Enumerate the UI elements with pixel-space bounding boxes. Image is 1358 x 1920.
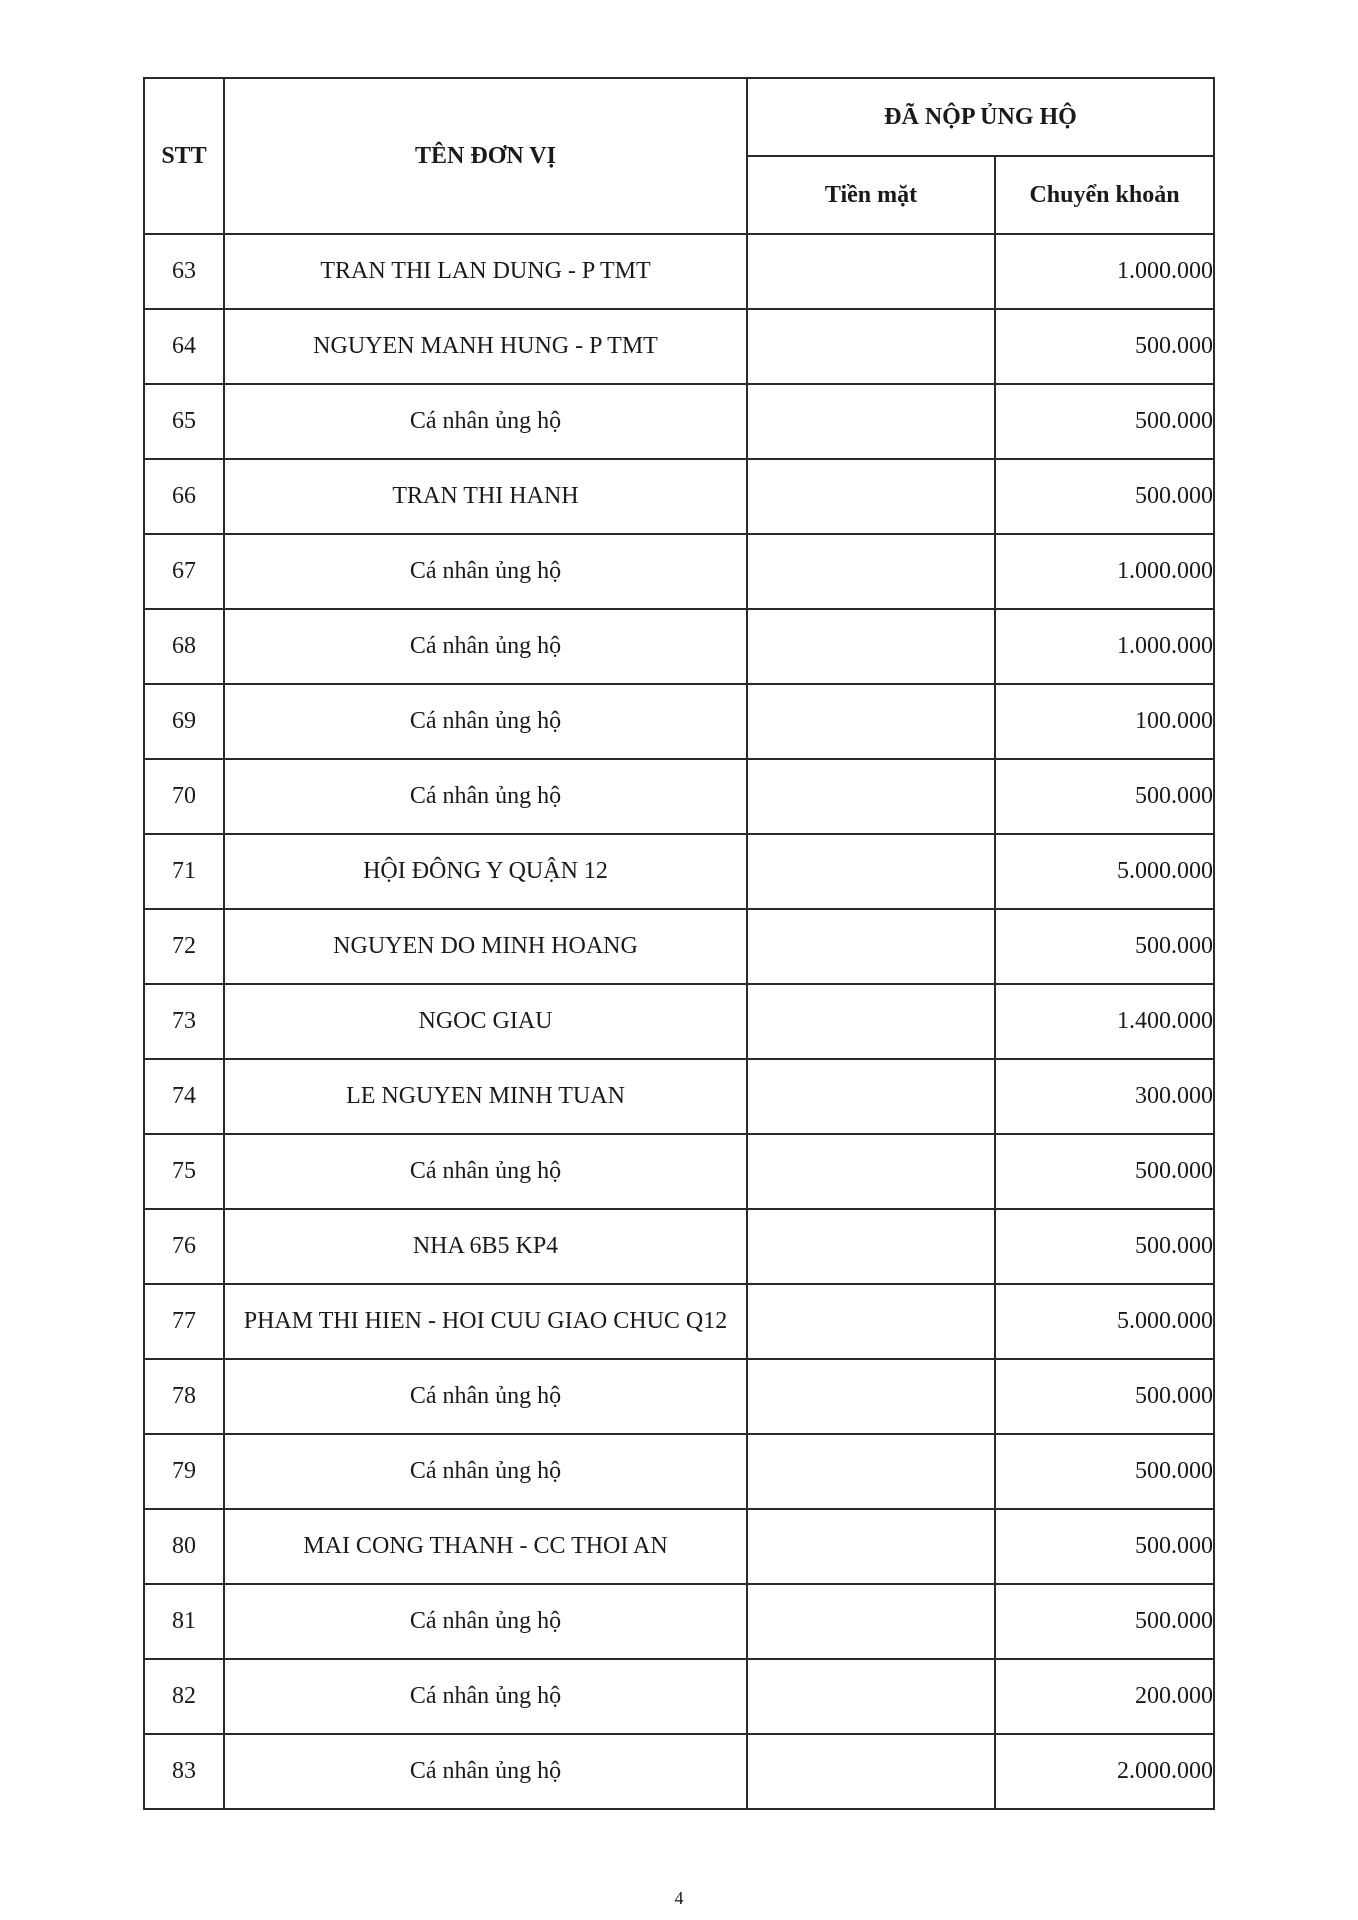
row-cash (747, 534, 995, 609)
row-unit-name: Cá nhân ủng hộ (224, 684, 747, 759)
row-unit-name: NHA 6B5 KP4 (224, 1209, 747, 1284)
row-stt: 73 (144, 984, 224, 1059)
table-row (144, 1509, 1214, 1584)
table-row (144, 1359, 1214, 1434)
table-body (144, 234, 1214, 1809)
row-unit-name: NGUYEN DO MINH HOANG (224, 909, 747, 984)
table-row (144, 609, 1214, 684)
row-transfer: 500.000 (995, 759, 1214, 834)
row-transfer: 500.000 (995, 1584, 1214, 1659)
table-row (144, 459, 1214, 534)
row-unit-name: NGUYEN MANH HUNG - P TMT (224, 309, 747, 384)
row-cash (747, 1134, 995, 1209)
row-unit-name: Cá nhân ủng hộ (224, 384, 747, 459)
row-cash (747, 384, 995, 459)
row-unit-name: Cá nhân ủng hộ (224, 609, 747, 684)
row-stt: 74 (144, 1059, 224, 1134)
table-header (144, 78, 1214, 234)
row-stt: 66 (144, 459, 224, 534)
row-transfer: 500.000 (995, 1434, 1214, 1509)
row-stt: 75 (144, 1134, 224, 1209)
row-stt: 71 (144, 834, 224, 909)
row-transfer: 500.000 (995, 384, 1214, 459)
row-stt: 78 (144, 1359, 224, 1434)
page-number: 4 (674, 1888, 684, 1908)
row-unit-name: TRAN THI HANH (224, 459, 747, 534)
row-unit-name: Cá nhân ủng hộ (224, 1584, 747, 1659)
row-stt: 83 (144, 1734, 224, 1809)
donation-table (143, 77, 1215, 1810)
row-cash (747, 1284, 995, 1359)
row-cash (747, 1434, 995, 1509)
table-row (144, 1059, 1214, 1134)
row-unit-name: PHAM THI HIEN - HOI CUU GIAO CHUC Q12 (224, 1284, 747, 1359)
row-stt: 70 (144, 759, 224, 834)
row-transfer: 200.000 (995, 1659, 1214, 1734)
row-cash (747, 234, 995, 309)
row-cash (747, 759, 995, 834)
row-transfer: 500.000 (995, 1359, 1214, 1434)
row-transfer: 500.000 (995, 459, 1214, 534)
row-stt: 63 (144, 234, 224, 309)
table-row (144, 1209, 1214, 1284)
row-transfer: 1.000.000 (995, 234, 1214, 309)
row-cash (747, 984, 995, 1059)
row-cash (747, 1584, 995, 1659)
row-cash (747, 1359, 995, 1434)
table-row (144, 984, 1214, 1059)
row-transfer: 500.000 (995, 1509, 1214, 1584)
row-transfer: 300.000 (995, 1059, 1214, 1134)
row-cash (747, 684, 995, 759)
row-cash (747, 909, 995, 984)
row-unit-name: Cá nhân ủng hộ (224, 1734, 747, 1809)
row-stt: 79 (144, 1434, 224, 1509)
row-stt: 65 (144, 384, 224, 459)
row-cash (747, 309, 995, 384)
table-row (144, 1134, 1214, 1209)
row-cash (747, 1059, 995, 1134)
row-cash (747, 459, 995, 534)
row-transfer: 100.000 (995, 684, 1214, 759)
row-stt: 82 (144, 1659, 224, 1734)
row-stt: 76 (144, 1209, 224, 1284)
row-unit-name: MAI CONG THANH - CC THOI AN (224, 1509, 747, 1584)
row-unit-name: Cá nhân ủng hộ (224, 1659, 747, 1734)
header-transfer: Chuyển khoản (995, 156, 1214, 234)
row-unit-name: TRAN THI LAN DUNG - P TMT (224, 234, 747, 309)
row-transfer: 5.000.000 (995, 834, 1214, 909)
row-unit-name: Cá nhân ủng hộ (224, 1359, 747, 1434)
row-cash (747, 609, 995, 684)
table-row (144, 234, 1214, 309)
table-row (144, 534, 1214, 609)
table-row (144, 909, 1214, 984)
row-cash (747, 1659, 995, 1734)
row-cash (747, 1734, 995, 1809)
row-unit-name: Cá nhân ủng hộ (224, 759, 747, 834)
row-stt: 67 (144, 534, 224, 609)
row-stt: 80 (144, 1509, 224, 1584)
row-transfer: 2.000.000 (995, 1734, 1214, 1809)
row-transfer: 1.400.000 (995, 984, 1214, 1059)
row-stt: 69 (144, 684, 224, 759)
header-paid-group: ĐÃ NỘP ỦNG HỘ (747, 78, 1214, 156)
row-unit-name: Cá nhân ủng hộ (224, 1134, 747, 1209)
row-unit-name: Cá nhân ủng hộ (224, 534, 747, 609)
table-row (144, 384, 1214, 459)
row-cash (747, 834, 995, 909)
table-row (144, 759, 1214, 834)
row-unit-name: LE NGUYEN MINH TUAN (224, 1059, 747, 1134)
row-transfer: 1.000.000 (995, 534, 1214, 609)
row-transfer: 500.000 (995, 1209, 1214, 1284)
header-cash: Tiền mặt (747, 156, 995, 234)
row-transfer: 500.000 (995, 909, 1214, 984)
table-row (144, 1659, 1214, 1734)
row-stt: 77 (144, 1284, 224, 1359)
row-unit-name: HỘI ĐÔNG Y QUẬN 12 (224, 834, 747, 909)
row-cash (747, 1509, 995, 1584)
table-row (144, 1584, 1214, 1659)
row-cash (747, 1209, 995, 1284)
row-stt: 64 (144, 309, 224, 384)
table-row (144, 834, 1214, 909)
row-transfer: 1.000.000 (995, 609, 1214, 684)
table-row (144, 1734, 1214, 1809)
row-unit-name: Cá nhân ủng hộ (224, 1434, 747, 1509)
row-transfer: 5.000.000 (995, 1284, 1214, 1359)
row-transfer: 500.000 (995, 309, 1214, 384)
header-unit-name: TÊN ĐƠN VỊ (224, 78, 747, 234)
row-stt: 68 (144, 609, 224, 684)
table-row (144, 1434, 1214, 1509)
table-row (144, 1284, 1214, 1359)
row-stt: 72 (144, 909, 224, 984)
row-unit-name: NGOC GIAU (224, 984, 747, 1059)
table-row (144, 309, 1214, 384)
row-stt: 81 (144, 1584, 224, 1659)
table-row (144, 684, 1214, 759)
row-transfer: 500.000 (995, 1134, 1214, 1209)
header-stt: STT (144, 78, 224, 234)
